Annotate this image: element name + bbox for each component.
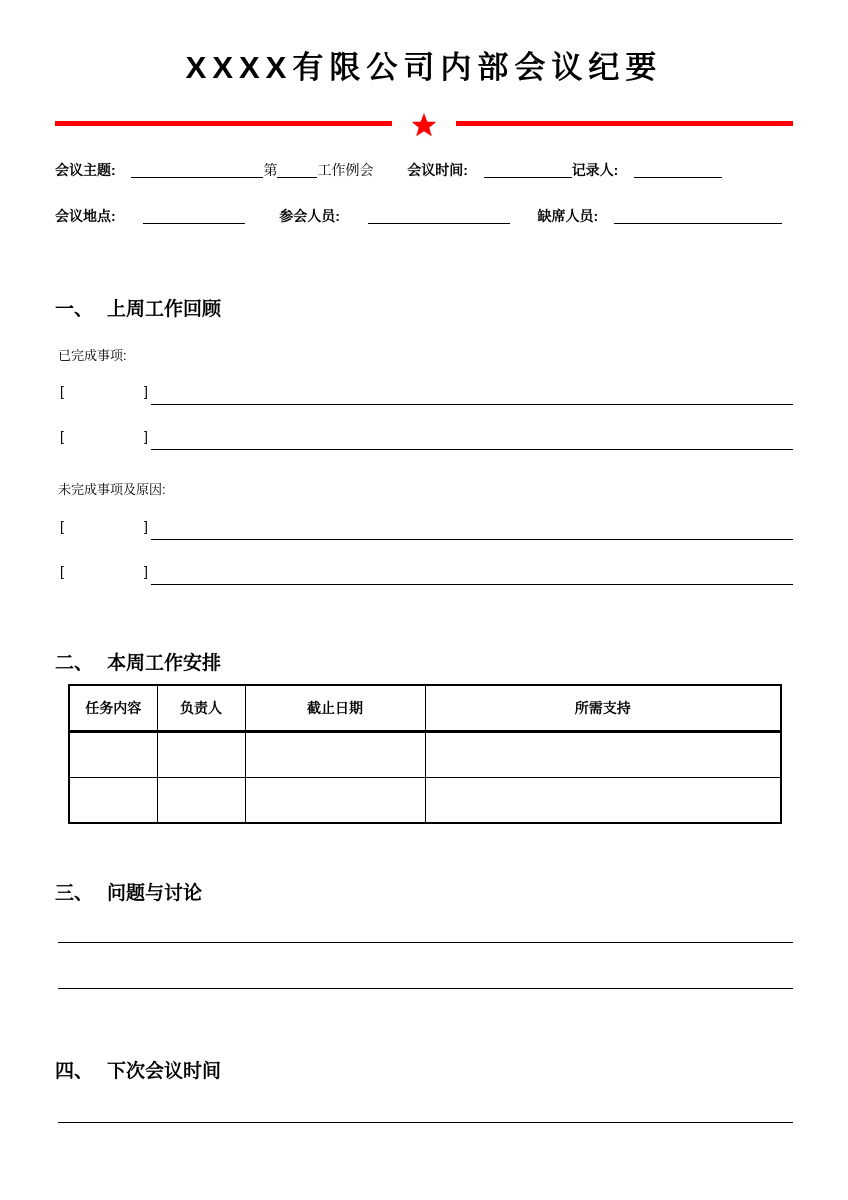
- divider-bar-left: [55, 121, 392, 126]
- bracket-close: ]: [144, 383, 148, 399]
- table-row: [69, 778, 781, 824]
- divider-bar-right: [456, 121, 793, 126]
- section-number-2: 二、: [55, 653, 94, 674]
- absentees-label: 缺席人员:: [537, 208, 599, 224]
- completed-item-row-1: [58, 383, 793, 405]
- meeting-ordinal-input[interactable]: [277, 161, 317, 178]
- table-cell-task[interactable]: [69, 732, 157, 778]
- meta-row-1: [55, 160, 793, 182]
- section-number-3: 三、: [55, 883, 94, 904]
- meeting-location-label: 会议地点:: [55, 208, 116, 224]
- task-table: [68, 684, 782, 824]
- meeting-location-input[interactable]: [143, 207, 245, 224]
- table-cell-owner[interactable]: [157, 732, 245, 778]
- table-cell-support[interactable]: [425, 778, 781, 824]
- completed-item-input-1[interactable]: [151, 404, 793, 405]
- table-header-task: 任务内容: [69, 685, 157, 732]
- uncompleted-item-row-2: [58, 563, 793, 585]
- page-title: XXXX有限公司内部会议纪要: [185, 50, 663, 85]
- discussion-input-line-1[interactable]: [58, 942, 793, 943]
- bracket-open: [: [60, 383, 64, 399]
- section-title-1: 上周工作回顾: [107, 299, 222, 320]
- bracket-open: [: [60, 563, 64, 579]
- section-heading-1: [55, 294, 221, 321]
- uncompleted-item-input-1[interactable]: [151, 539, 793, 540]
- table-cell-support[interactable]: [425, 732, 781, 778]
- recorder-input[interactable]: [634, 161, 722, 178]
- table-cell-deadline[interactable]: [245, 732, 425, 778]
- table-header-owner: 负责人: [157, 685, 245, 732]
- section-heading-3: [55, 878, 202, 905]
- meta-row-2: [55, 206, 793, 228]
- meeting-type-suffix: 工作例会: [317, 162, 374, 178]
- red-divider: [55, 112, 793, 136]
- meeting-ordinal-prefix: 第: [263, 162, 278, 178]
- next-meeting-input-line[interactable]: [58, 1122, 793, 1123]
- meeting-subject-input[interactable]: [131, 161, 263, 178]
- section-title-3: 问题与讨论: [107, 883, 203, 904]
- uncompleted-item-row-1: [58, 518, 793, 540]
- bracket-open: [: [60, 518, 64, 534]
- recorder-label: 记录人:: [571, 162, 619, 178]
- absentees-input[interactable]: [614, 207, 782, 224]
- table-row: [69, 732, 781, 778]
- completed-items-label: 已完成事项:: [58, 348, 127, 363]
- section-title-4: 下次会议时间: [107, 1061, 222, 1082]
- table-cell-deadline[interactable]: [245, 778, 425, 824]
- table-cell-owner[interactable]: [157, 778, 245, 824]
- section-number-1: 一、: [55, 299, 94, 320]
- uncompleted-items-label: 未完成事项及原因:: [58, 482, 166, 497]
- bracket-open: [: [60, 428, 64, 444]
- title-block: [0, 48, 848, 88]
- red-star-icon: [411, 112, 437, 138]
- bracket-close: ]: [144, 518, 148, 534]
- meeting-time-label: 会议时间:: [407, 162, 468, 178]
- discussion-input-line-2[interactable]: [58, 988, 793, 989]
- meeting-subject-label: 会议主题:: [55, 162, 116, 178]
- section-title-2: 本周工作安排: [107, 653, 222, 674]
- attendees-label: 参会人员:: [279, 208, 340, 224]
- meeting-meta: [55, 160, 793, 228]
- meeting-time-input[interactable]: [484, 161, 572, 178]
- table-header-row: [69, 685, 781, 732]
- bracket-close: ]: [144, 563, 148, 579]
- completed-item-input-2[interactable]: [151, 449, 793, 450]
- section-number-4: 四、: [55, 1061, 94, 1082]
- completed-item-row-2: [58, 428, 793, 450]
- uncompleted-item-input-2[interactable]: [151, 584, 793, 585]
- bracket-close: ]: [144, 428, 148, 444]
- table-header-support: 所需支持: [425, 685, 781, 732]
- attendees-input[interactable]: [368, 207, 510, 224]
- table-cell-task[interactable]: [69, 778, 157, 824]
- table-header-deadline: 截止日期: [245, 685, 425, 732]
- section-heading-4: [55, 1056, 221, 1083]
- section-heading-2: [55, 648, 221, 675]
